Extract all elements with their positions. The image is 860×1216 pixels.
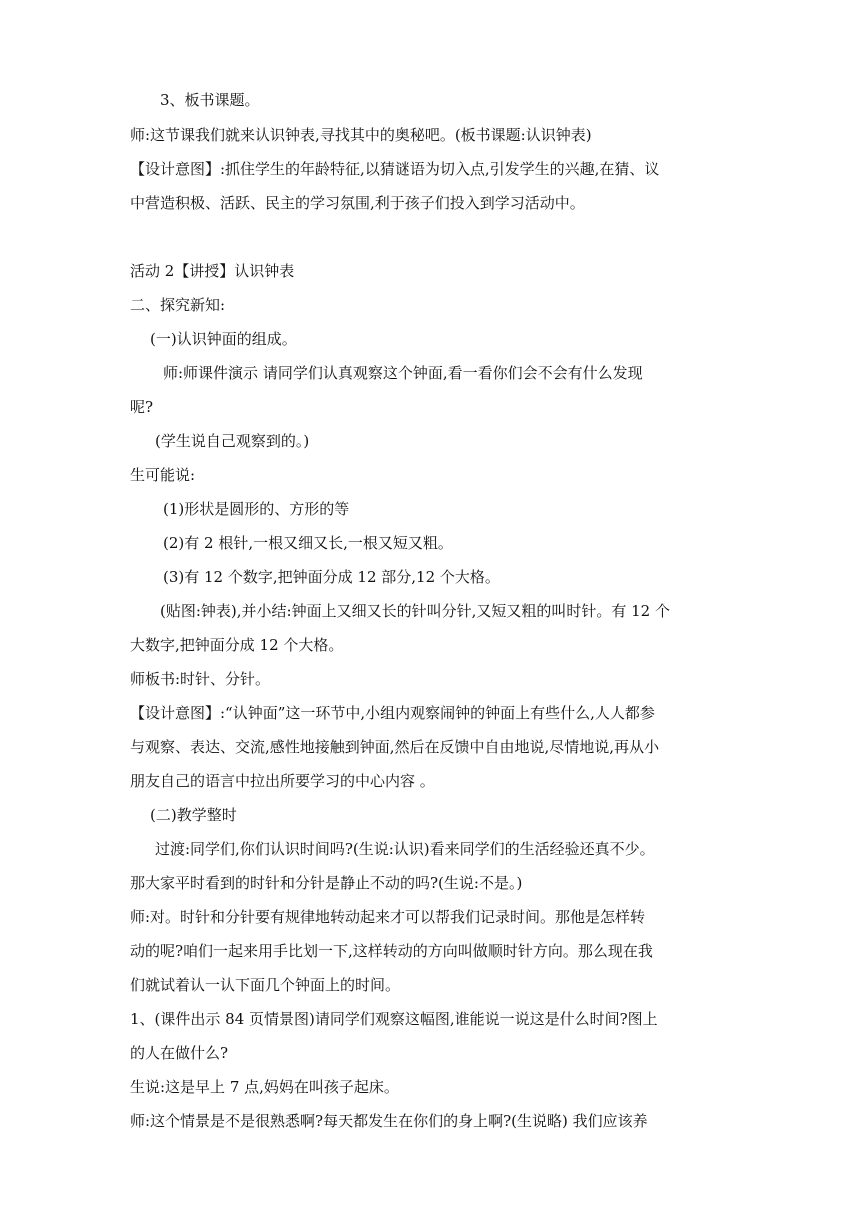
text-line: 那大家平时看到的时针和分针是静止不动的吗?(生说:不是。): [130, 874, 523, 892]
text-line: (一)认识钟面的组成。: [150, 330, 297, 348]
text-line: (2)有 2 根针,一根又细又长,一根又短又粗。: [163, 534, 453, 552]
text-line: 3、板书课题。: [160, 91, 260, 109]
text-line: 与观察、表达、交流,感性地接触到钟面,然后在反馈中自由地说,尽情地说,再从小: [130, 738, 660, 756]
text-line: 【设计意图】:抓住学生的年龄特征,以猜谜语为切入点,引发学生的兴趣,在猜、议: [130, 160, 660, 178]
text-line: 生可能说:: [130, 466, 196, 484]
text-line: 的人在做什么?: [130, 1044, 229, 1062]
text-line: 朋友自己的语言中拉出所要学习的中心内容 。: [130, 772, 435, 790]
text-line: 师:这节课我们就来认识钟表,寻找其中的奥秘吧。(板书课题:认识钟表): [130, 126, 592, 144]
text-line: 过渡:同学们,你们认识时间吗?(生说:认识)看来同学们的生活经验还真不少。: [155, 840, 655, 858]
text-line: 们就试着认一认下面几个钟面上的时间。: [130, 976, 401, 994]
text-line: (3)有 12 个数字,把钟面分成 12 部分,12 个大格。: [163, 568, 500, 586]
text-line: 大数字,把钟面分成 12 个大格。: [130, 636, 344, 654]
text-line: 1、(课件出示 84 页情景图)请同学们观察这幅图,谁能说一说这是什么时间?图上: [130, 1010, 658, 1028]
text-line: 中营造积极、活跃、民主的学习氛围,利于孩子们投入到学习活动中。: [130, 194, 585, 212]
text-line: 师:师课件演示 请同学们认真观察这个钟面,看一看你们会不会有什么发现: [163, 364, 643, 382]
text-line: 【设计意图】:“认钟面”这一环节中,小组内观察闹钟的钟面上有些什么,人人都参: [130, 704, 655, 722]
section-heading: 活动 2【讲授】认识钟表: [130, 262, 295, 280]
text-line: 师:这个情景是不是很熟悉啊?每天都发生在你们的身上啊?(生说略) 我们应该养: [130, 1112, 648, 1130]
text-line: 动的呢?咱们一起来用手比划一下,这样转动的方向叫做顺时针方向。那么现在我: [130, 942, 653, 960]
text-line: 师:对。时针和分针要有规律地转动起来才可以帮我们记录时间。那他是怎样转: [130, 908, 646, 926]
text-line: 生说:这是早上 7 点,妈妈在叫孩子起床。: [130, 1078, 399, 1096]
text-line: (二)教学整时: [150, 806, 237, 824]
text-line: (贴图:钟表),并小结:钟面上又细又长的针叫分针,又短又粗的叫时针。有 12 个: [160, 602, 670, 620]
text-line: 呢?: [130, 398, 154, 416]
text-line: (1)形状是圆形的、方形的等: [163, 500, 350, 518]
text-line: 师板书:时针、分针。: [130, 670, 271, 688]
text-line: 二、探究新知:: [130, 296, 226, 314]
text-line: (学生说自己观察到的。): [155, 432, 310, 450]
